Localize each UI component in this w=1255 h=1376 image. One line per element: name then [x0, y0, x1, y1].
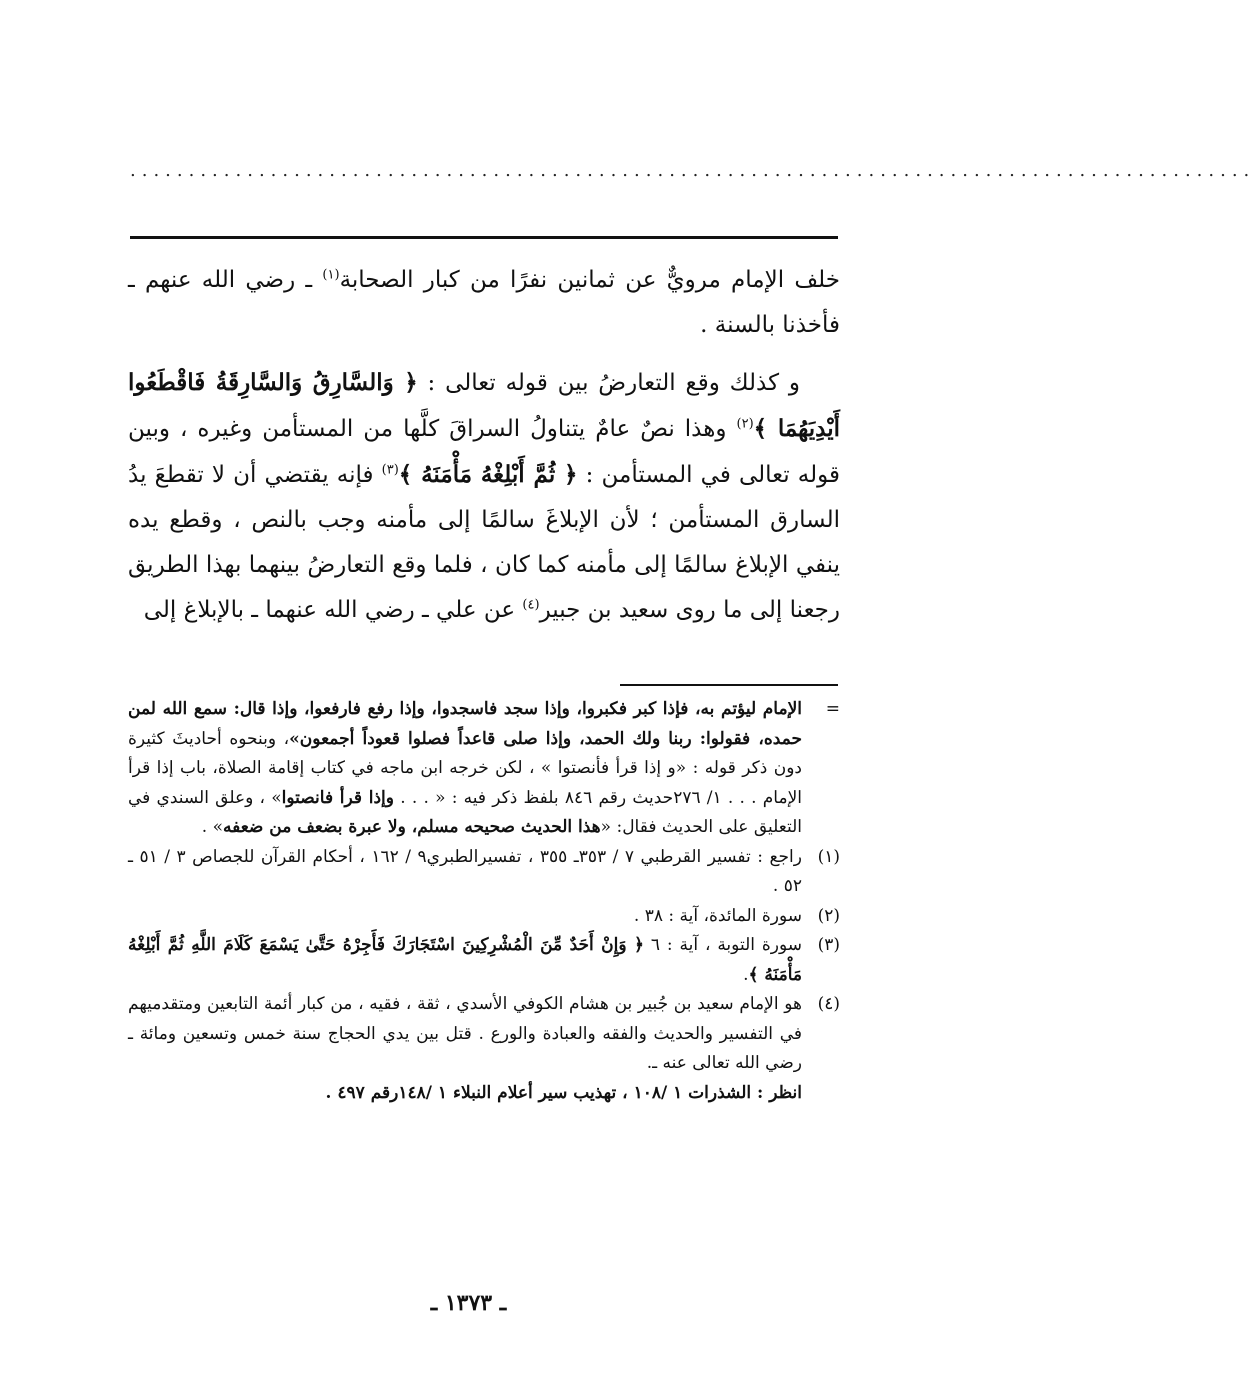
paragraph-2 — [128, 360, 840, 633]
page-number: ـ ١٣٧٣ ـ — [430, 1290, 507, 1316]
main-text — [128, 258, 840, 633]
top-rule — [130, 236, 838, 239]
cont-bold-1: الإمام ليؤتم به، فإذا كبر فكبروا، وإذا سجد فاسجدوا، وإذا رفع فارفعوا، وإذا قال: سمع الله لمن حمده، فقولوا: ربنا ولك الحمد، وإذا صلى قاعداً فصلوا قعوداً أجمعون» — [128, 699, 802, 749]
para1-text-a: خلف الإمام مرويٌّ عن ثمانين نفرًا من كبار الصحابة — [339, 267, 840, 293]
footnote-3-number: (٣) — [817, 935, 840, 955]
footnotes — [128, 695, 840, 1108]
cont-bold-2: وإذا قرأ فانصتوا — [281, 787, 394, 808]
quran-quote-1: ﴿ وَالسَّارِقُ وَالسَّارِقَةُ فَاقْطَعُوا أَيْدِيَهُمَا ﴾ — [128, 369, 840, 442]
footnote-2-text: سورة المائدة، آية : ٣٨ . — [633, 905, 802, 926]
cont-text-2: » ، وعلق السندي في التعليق على الحديث فقال: « — [128, 787, 802, 837]
footnote-continuation — [128, 695, 840, 843]
footnote-1 — [128, 843, 840, 902]
para2-text-a: و كذلك وقع التعارضُ بين قوله تعالى : — [417, 370, 800, 396]
footnote-1-text: راجع : تفسير القرطبي ٧ / ٣٥٣ـ ٣٥٥ ، تفسيرالطبري٩ / ١٦٢ ، أحكام القرآن للجصاص ٣ / ٥١ ـ ٥٢ . — [128, 846, 802, 896]
footnote-2 — [128, 902, 840, 932]
para2-text-d: عن علي ـ رضي الله عنهما ـ بالإبلاغ إلى — [143, 597, 523, 623]
paragraph-1 — [128, 258, 840, 348]
footnote-1-number: (١) — [817, 846, 840, 867]
footnote-4-body — [128, 990, 802, 1108]
cont-text-1: ، وبنحوه أحاديثَ كثيرة دون ذكر قوله : «و إذا قرأ فأنصتوا » ، لكن خرجه ابن ماجه في كتاب إقامة الصلاة، باب إذا قرأ الإمام . . . ١/ ٢٧٦حديث رقم ٨٤٦ بلفظ ذكر فيه : « . . . — [128, 728, 803, 808]
footnote-2-number: (٢) — [817, 905, 840, 926]
cont-text-3: » . — [201, 817, 223, 837]
para2-text-c: فإنه يقتضي أن لا تقطعَ يدُ السارق المستأمن ؛ لأن الإبلاغَ سالمًا إلى مأمنه وجب بالنص ، وقطع يده ينفي الإبلاغ سالمًا إلى مأمنه كما كان ، فلما وقع التعارضُ بينهما بهذا الطريق رجعنا إلى ما روى سعيد بن جبير — [128, 462, 840, 623]
footnote-ref-2[interactable]: (٢) — [736, 416, 754, 432]
footnote-4 — [128, 990, 840, 1108]
footnote-4-reference: انظر : الشذرات ١ /١٠٨ ، تهذيب سير أعلام النبلاء ١ /١٤٨رقم ٤٩٧ . — [325, 1082, 802, 1103]
footnote-3 — [128, 931, 840, 990]
footnote-3-quote: ﴿ وَإِنْ أَحَدٌ مِّنَ الْمُشْرِكِينَ اسْتَجَارَكَ فَأَجِرْهُ حَتَّىٰ يَسْمَعَ كَلَامَ اللَّهِ ثُمَّ أَبْلِغْهُ مَأْمَنَهُ ﴾ — [128, 935, 802, 985]
cont-bold-3: هذا الحديث صحيحه مسلم، ولا عبرة بضعف من ضعفه — [223, 817, 601, 837]
footnote-rule — [620, 684, 838, 686]
para2-text-b: وهذا نصٌ عامٌ يتناولُ السراقَ كلَّها من المستأمن وغيره ، وبين قوله تعالى في المستأمن : — [128, 416, 840, 488]
dotted-separator: ................................................................................................ — [130, 160, 1255, 181]
footnote-ref-4[interactable]: (٤) — [522, 597, 540, 613]
footnote-3-text: سورة التوبة ، آية : ٦ — [643, 935, 803, 955]
quran-quote-2: ﴿ ثُمَّ أَبْلِغْهُ مَأْمَنَهُ ﴾ — [398, 461, 578, 488]
footnote-4-number: (٤) — [817, 994, 840, 1014]
continuation-marker: = — [825, 699, 840, 719]
para1-text-b: ـ رضي الله عنهم ـ فأخذنا بالسنة . — [128, 267, 840, 338]
footnote-4-text: هو الإمام سعيد بن جُبير بن هشام الكوفي الأسدي ، ثقة ، فقيه ، من كبار أئمة التابعين ومتقدميهم في التفسير والحديث والفقه والعبادة والورع . قتل بين يدي الحجاج سنة خمس وتسعين ومائة ـ رضي الله تعالى عنه ـ. — [128, 994, 802, 1073]
footnote-3-end: . — [743, 964, 749, 985]
footnote-ref-1[interactable]: (١) — [322, 267, 340, 283]
continuation-body — [128, 695, 802, 843]
footnote-ref-3[interactable]: (٣) — [381, 462, 399, 478]
footnote-3-body — [128, 931, 802, 990]
